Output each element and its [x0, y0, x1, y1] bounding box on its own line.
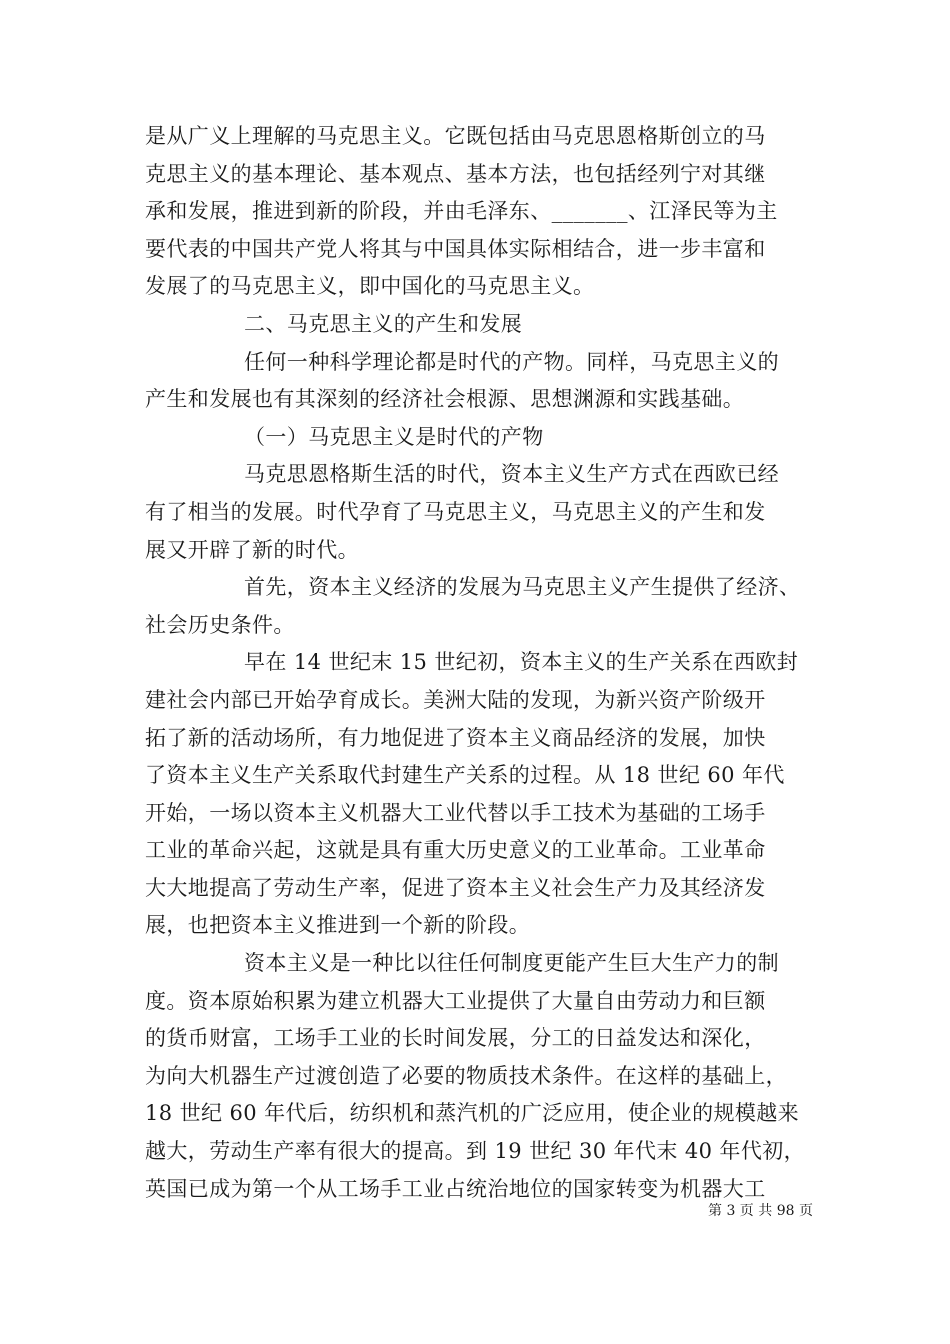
text-line: 英国已成为第一个从工场手工业占统治地位的国家转变为机器大工: [145, 1176, 766, 1201]
text-line: 拓了新的活动场所，有力地促进了资本主义商品经济的发展，加快: [145, 725, 766, 750]
text-line: 越大，劳动生产率有很大的提高。到 19 世纪 30 年代末 40 年代初，: [145, 1139, 806, 1164]
text-line: 克思主义的基本理论、基本观点、基本方法，也包括经列宁对其继: [145, 161, 766, 186]
text-line: 开始，一场以资本主义机器大工业代替以手工技术为基础的工场手: [145, 800, 766, 825]
text-line: 是从广义上理解的马克思主义。它既包括由马克思恩格斯创立的马: [145, 124, 766, 148]
text-line: 马克思恩格斯生活的时代，资本主义生产方式在西欧已经: [244, 462, 779, 487]
text-line: 工业的革命兴起，这就是具有重大历史意义的工业革命。工业革命: [145, 838, 766, 863]
text-line: 要代表的中国共产党人将其与中国具体实际相结合，进一步丰富和: [145, 236, 766, 261]
text-line: 早在 14 世纪末 15 世纪初，资本主义的生产关系在西欧封: [244, 650, 799, 675]
text-line: 有了相当的发展。时代孕育了马克思主义，马克思主义的产生和发: [145, 499, 766, 524]
text-line: 任何一种科学理论都是时代的产物。同样，马克思主义的: [244, 349, 779, 374]
text-line: 了资本主义生产关系取代封建生产关系的过程。从 18 世纪 60 年代: [145, 763, 785, 788]
text-line: 发展了的马克思主义，即中国化的马克思主义。: [145, 274, 595, 299]
text-line: 社会历史条件。: [145, 612, 295, 637]
text-line: 的货币财富，工场手工业的长时间发展，分工的日益发达和深化，: [145, 1026, 766, 1051]
text-line: 二、马克思主义的产生和发展: [244, 311, 523, 336]
text-line: 为向大机器生产过渡创造了必要的物质技术条件。在这样的基础上，: [145, 1063, 787, 1088]
text-line: 大大地提高了劳动生产率，促进了资本主义社会生产力及其经济发: [145, 875, 766, 900]
text-line: 18 世纪 60 年代后，纺织机和蒸汽机的广泛应用，使企业的规模越来: [145, 1101, 800, 1126]
text-line: 产生和发展也有其深刻的经济社会根源、思想渊源和实践基础。: [145, 387, 745, 412]
text-line: 展，也把资本主义推进到一个新的阶段。: [145, 913, 531, 938]
text-line: 承和发展，推进到新的阶段，并由毛泽东、_______、江泽民等为主: [145, 199, 778, 224]
document-body: [145, 118, 810, 1208]
page-number-footer: 第 3 页 共 98 页: [708, 1203, 813, 1219]
text-line: 首先，资本主义经济的发展为马克思主义产生提供了经济、: [244, 575, 801, 600]
text-line: 建社会内部已开始孕育成长。美洲大陆的发现，为新兴资产阶级开: [145, 687, 766, 712]
text-line: 展又开辟了新的时代。: [145, 537, 359, 562]
text-line: （一）马克思主义是时代的产物: [244, 424, 544, 449]
text-line: 度。资本原始积累为建立机器大工业提供了大量自由劳动力和巨额: [145, 988, 766, 1013]
text-line: 资本主义是一种比以往任何制度更能产生巨大生产力的制: [244, 951, 779, 976]
